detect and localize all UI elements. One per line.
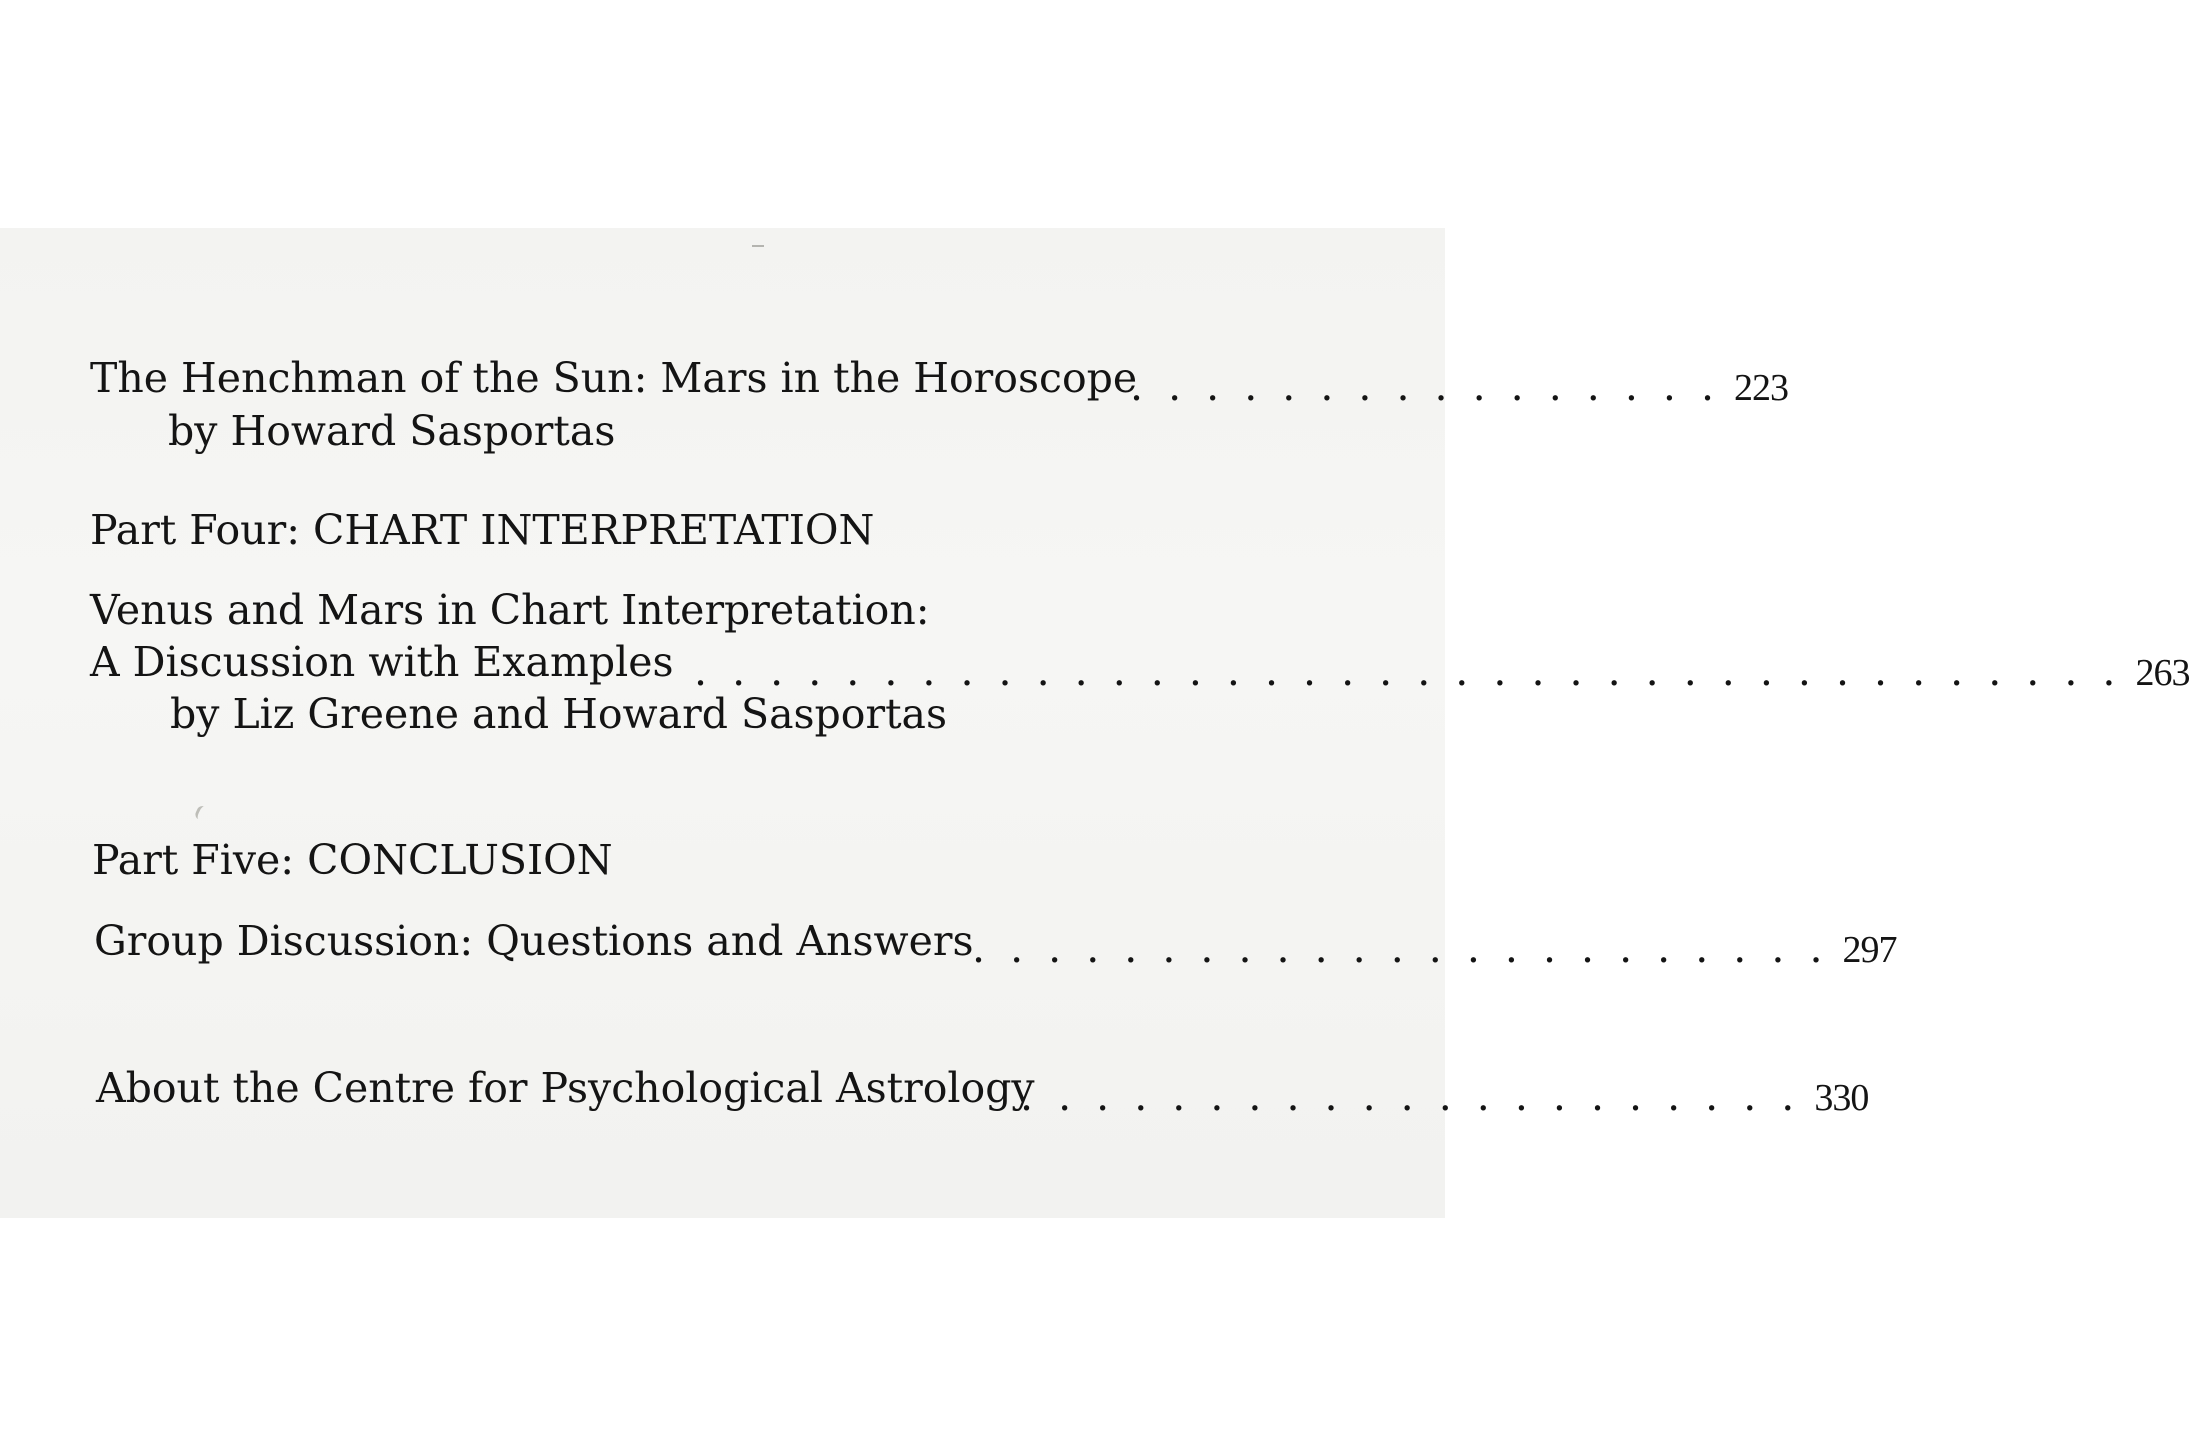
toc-entry-venus-mars-author: by Liz Greene and Howard Sasportas bbox=[170, 690, 948, 738]
book-page bbox=[0, 228, 2189, 1218]
toc-entry-about-title: About the Centre for Psychological Astrology bbox=[96, 1064, 1035, 1112]
dot-leader: . . . . . . . . . . . . . . . . . . . . . . . bbox=[972, 924, 1829, 972]
toc-page-number: 297 bbox=[1842, 929, 1897, 971]
toc-entry-venus-mars-title-line2: A Discussion with Examples bbox=[90, 638, 674, 686]
dot-leader: . . . . . . . . . . . . . . . . . . . . . bbox=[1020, 1072, 1801, 1120]
toc-entry-venus-mars-leader bbox=[694, 647, 2189, 695]
dot-leader: . . . . . . . . . . . . . . . . bbox=[1130, 362, 1721, 410]
toc-entry-henchman-title: The Henchman of the Sun: Mars in the Horoscope bbox=[90, 354, 1138, 402]
toc-page-number: 263 bbox=[2135, 652, 2189, 694]
toc-page-number: 223 bbox=[1734, 367, 1789, 409]
toc-entry-group-leader bbox=[972, 924, 1897, 972]
toc-entry-venus-mars-title-line1: Venus and Mars in Chart Interpretation: bbox=[90, 586, 930, 634]
toc-entry-about-leader bbox=[1020, 1072, 1869, 1120]
toc-page-number: 330 bbox=[1814, 1077, 1869, 1119]
toc-part-five-heading: Part Five: CONCLUSION bbox=[92, 836, 613, 884]
toc-entry-group-title: Group Discussion: Questions and Answers bbox=[94, 917, 974, 965]
toc-entry-henchman-leader bbox=[1130, 362, 1789, 410]
toc-entry-henchman-author: by Howard Sasportas bbox=[168, 407, 616, 455]
toc-part-four-heading: Part Four: CHART INTERPRETATION bbox=[90, 506, 875, 554]
ink-smudge bbox=[194, 804, 210, 821]
dot-leader: . . . . . . . . . . . . . . . . . . . . . . . . . . . . . . . . . . . . . . bbox=[694, 647, 2122, 695]
page-mark bbox=[752, 245, 764, 247]
